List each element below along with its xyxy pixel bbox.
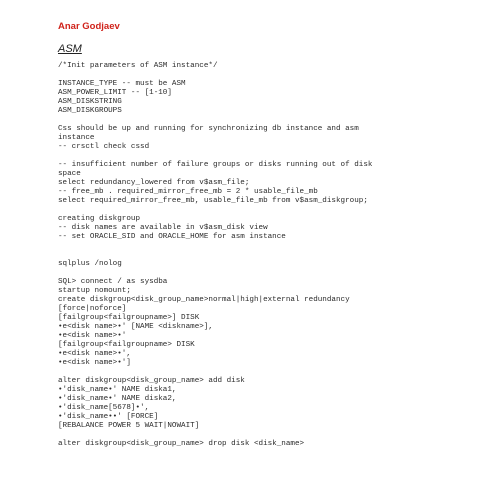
code-line: •e<disk name>•', (58, 350, 131, 358)
code-line (58, 431, 438, 440)
code-line: -- disk names are available in v$asm_disk view (58, 224, 268, 232)
code-line (58, 242, 438, 251)
code-line: •'disk_name[5678]•', (58, 404, 150, 412)
code-line: select required_mirror_free_mb, usable_file_mb from v$asm_diskgroup; (58, 197, 368, 205)
code-line: sqlplus /nolog (58, 260, 122, 268)
code-block (58, 62, 438, 449)
code-line (58, 269, 438, 278)
code-line: •'disk_name••' [FORCE] (58, 413, 159, 421)
code-line: [failgroup<failgroupname> DISK (58, 341, 195, 349)
code-line: •'disk_name•' NAME diska2, (58, 395, 177, 403)
code-line: /*Init parameters of ASM instance*/ (58, 62, 218, 70)
code-line: create diskgroup<disk_group_name>normal|high|external redundancy (58, 296, 350, 304)
code-line: INSTANCE_TYPE -- must be ASM (58, 80, 186, 88)
code-line: ASM_POWER_LIMIT -- [1-10] (58, 89, 172, 97)
code-line (58, 116, 438, 125)
code-line (58, 206, 438, 215)
code-line: •e<disk name>•'] (58, 359, 131, 367)
code-line: alter diskgroup<disk_group_name> add disk (58, 377, 245, 385)
code-line: -- crsctl check cssd (58, 143, 150, 151)
code-line: -- insufficient number of failure groups or disks running out of disk (58, 161, 373, 169)
author-name: Anar Godjaev (58, 21, 120, 32)
code-line: •e<disk name>•' [NAME <diskname>], (58, 323, 213, 331)
code-line: [force|noforce] (58, 305, 127, 313)
section-heading: ASM (58, 43, 82, 55)
code-line: -- free_mb . required_mirror_free_mb = 2 * usable_file_mb (58, 188, 318, 196)
code-line: select redundancy_lowered from v$asm_file; (58, 179, 250, 187)
code-line: •e<disk name>•' (58, 332, 127, 340)
code-line: •'disk_name•' NAME diska1, (58, 386, 177, 394)
code-line: -- set ORACLE_SID and ORACLE_HOME for asm instance (58, 233, 286, 241)
code-line: ASM_DISKGROUPS (58, 107, 122, 115)
code-line (58, 368, 438, 377)
code-line: startup nomount; (58, 287, 131, 295)
code-line: ASM_DISKSTRING (58, 98, 122, 106)
code-line (58, 152, 438, 161)
code-line: creating diskgroup (58, 215, 141, 223)
code-line (58, 251, 438, 260)
code-line: alter diskgroup<disk_group_name> drop disk <disk_name> (58, 440, 305, 448)
code-line: Css should be up and running for synchronizing db instance and asm (58, 125, 359, 133)
code-line: SQL> connect / as sysdba (58, 278, 168, 286)
code-line: space (58, 170, 81, 178)
code-line: [failgroup<failgroupname>] DISK (58, 314, 200, 322)
code-line: instance (58, 134, 95, 142)
code-line (58, 71, 438, 80)
code-line: [REBALANCE POWER 5 WAIT|NOWAIT] (58, 422, 200, 430)
